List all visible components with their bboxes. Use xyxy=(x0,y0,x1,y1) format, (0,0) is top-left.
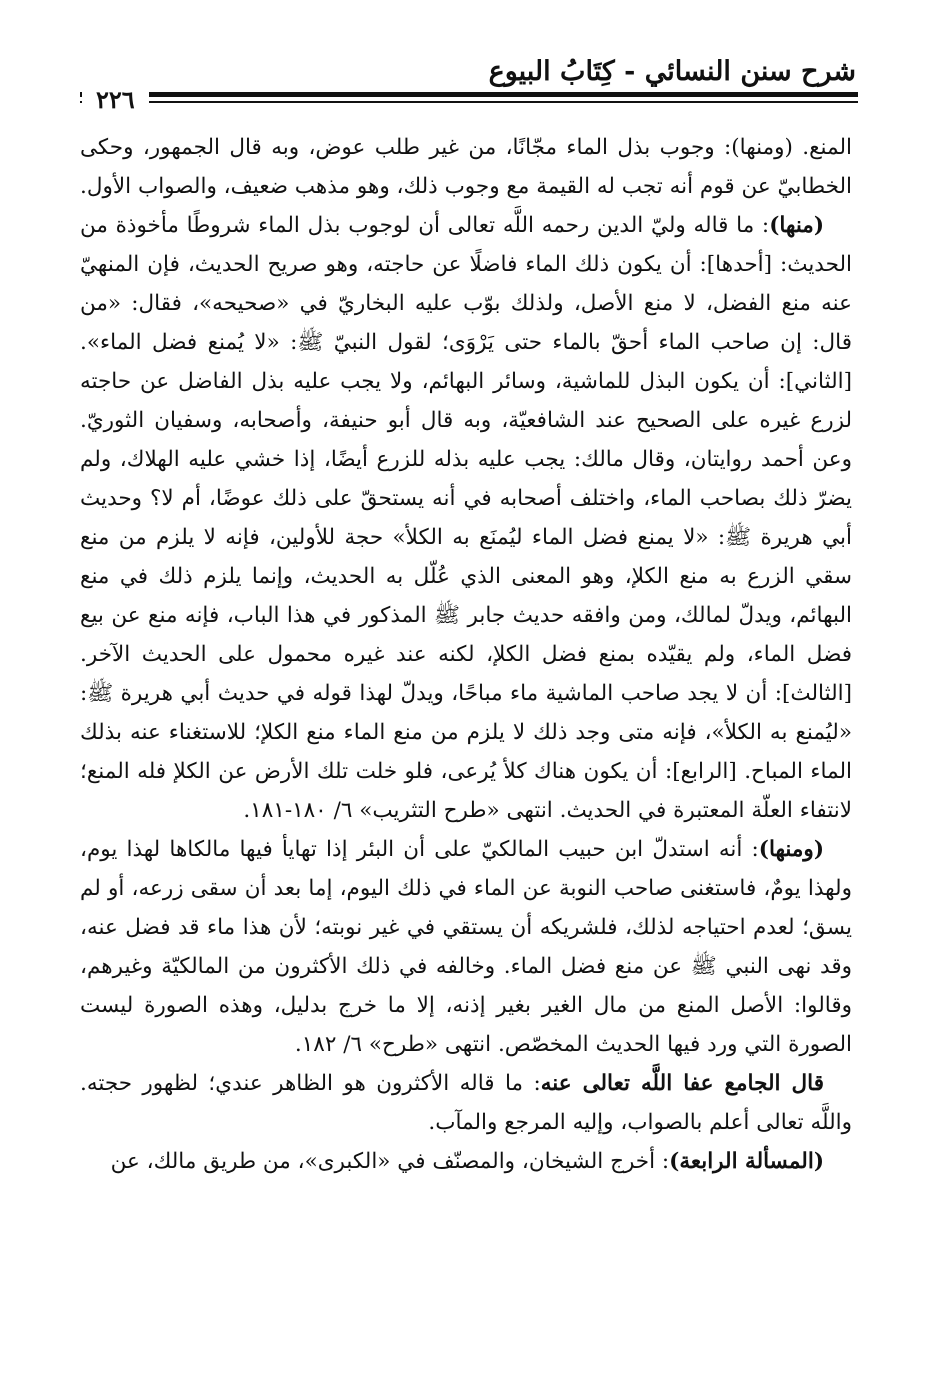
paragraph-text: المنع. (ومنها): وجوب بذل الماء مجّانًا، من غير طلب عوض، وبه قال الجمهور، وحكى الخطابيّ عن قوم أنه تجب له القيمة مع وجوب ذلك، وهو مذهب ضعيف، والصواب الأول. xyxy=(80,135,852,199)
header-rule-thin xyxy=(80,101,858,103)
paragraph xyxy=(80,1064,852,1142)
paragraph xyxy=(80,1142,852,1181)
body-text xyxy=(80,128,852,1181)
paragraph-lead: (منها) xyxy=(769,213,824,238)
paragraph xyxy=(80,206,852,830)
running-title: شرح سنن النسائي - كِتَابُ البيوع xyxy=(488,56,856,87)
paragraph-lead: (ومنها) xyxy=(758,837,824,862)
header-rule-thick xyxy=(80,92,858,97)
paragraph-text: : أنه استدلّ ابن حبيب المالكيّ على أن البئر إذا تهايأ فيها مالكاها لهذا يوم، ولهذا يومٌ، فاستغنى صاحب النوبة عن الماء في ذلك اليوم، إما بعد أن سقى زرعه، أو لم يسق؛ لعدم احتياجه لذلك، فلشريكه أن يستقي في غير نوبته؛ لأن هذا ماء قد فضل عنه، وقد نهى النبي ﷺ عن منع فضل الماء. وخالفه في ذلك الأكثرون من المالكيّة وغيرهم، وقالوا: الأصل المنع من مال الغير بغير إذنه، إلا ما خرج بدليل، وهذه الصورة ليست الصورة التي ورد فيها الحديث المخصّص. انتهى «طرح» ٦/ ١٨٢. xyxy=(80,837,852,1057)
paragraph-text: : ما قاله وليّ الدين رحمه اللَّه تعالى أن لوجوب بذل الماء شروطًا مأخوذة من الحديث: [أحدها]: أن يكون ذلك الماء فاضلًا عن حاجته، وهو صريح الحديث، فإن المنهيّ عنه منع الفضل، لا منع الأصل، ولذلك بوّب عليه البخاريّ في «صحيحه»، فقال: «من قال: إن صاحب الماء أحقّ بالماء حتى يَرْوَى؛ لقول النبيّ ﷺ: «لا يُمنع فضل الماء». [الثاني]: أن يكون البذل للماشية، وسائر البهائم، ولا يجب عليه بذل الفاضل عن حاجته لزرع غيره على الصحيح عند الشافعيّة، وبه قال أبو حنيفة، وأصحابه، وسفيان الثوريّ. وعن أحمد روايتان، وقال مالك: يجب عليه بذله للزرع أيضًا، إذا خشي عليه الهلاك، ولم يضرّ ذلك بصاحب الماء، واختلف أصحابه في أنه يستحقّ على ذلك عوضًا، أم لا؟ وحديث أبي هريرة ﷺ: «لا يمنع فضل الماء ليُمنَع به الكلأ» حجة للأولين، فإنه لا يلزم من منع سقي الزرع به منع الكلإ، وهو المعنى الذي عُلّل به الحديث، وإنما يلزم ذلك في منع البهائم، ويدلّ لمالك، ومن وافقه حديث جابر ﷺ المذكور في هذا الباب، فإنه منع عن بيع فضل الماء، ولم يقيّده بمنع فضل الكلإ، لكنه عند غيره محمول على الحديث الآخر. [الثالث]: أن لا يجد صاحب الماشية ماء مباحًا، ويدلّ لهذا قوله في حديث أبي هريرة ﷺ: «ليُمنع به الكلأ»، فإنه متى وجد ذلك لا يلزم من منع الماء منع الكلإ؛ للاستغناء عنه بذلك الماء المباح. [الرابع]: أن يكون هناك كلأ يُرعى، فلو خلت تلك الأرض عن الكلإ فله المنع؛ لانتفاء العلّة المعتبرة في الحديث. انتهى «طرح التثريب» ٦/ ١٨٠-١٨١. xyxy=(80,213,852,823)
paragraph xyxy=(80,128,852,206)
page-number: ٢٢٦ xyxy=(82,86,149,114)
paragraph-lead: (المسألة الرابعة) xyxy=(669,1149,824,1174)
paragraph-text: : ما قاله الأكثرون هو الظاهر عندي؛ لظهور حجته. واللَّه تعالى أعلم بالصواب، وإليه المرجع والمآب. xyxy=(80,1071,852,1135)
paragraph-lead: قال الجامع عفا اللَّه تعالى عنه xyxy=(540,1071,824,1096)
paragraph-text: : أخرج الشيخان، والمصنّف في «الكبرى»، من طريق مالك، عن xyxy=(110,1149,670,1174)
paragraph xyxy=(80,830,852,1064)
